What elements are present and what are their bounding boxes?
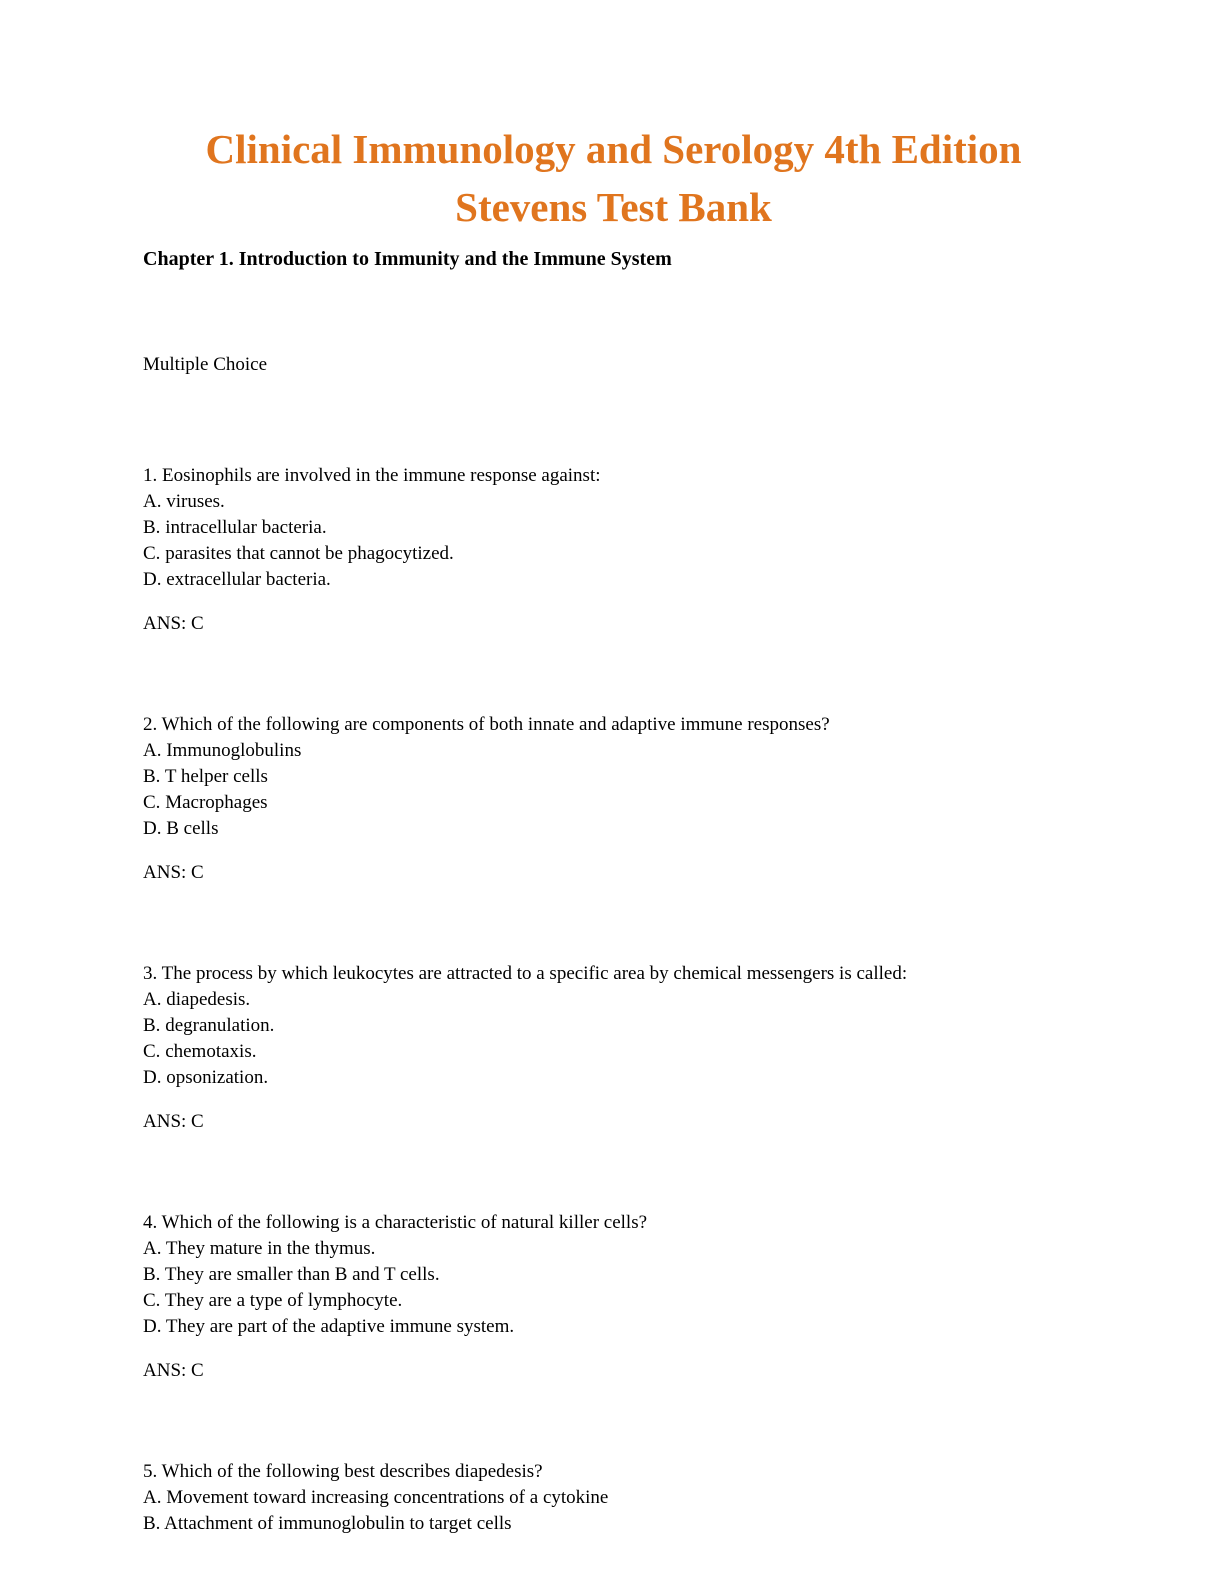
option-letter: B. bbox=[143, 517, 161, 538]
option-letter: C. bbox=[143, 543, 161, 564]
answer-label: ANS: bbox=[143, 862, 187, 883]
option-line bbox=[143, 541, 1084, 567]
option-letter: A. bbox=[143, 1238, 162, 1259]
question-block bbox=[143, 712, 1084, 886]
question-line bbox=[143, 463, 1084, 489]
option-letter: B. bbox=[143, 1264, 161, 1285]
option-letter: A. bbox=[143, 989, 162, 1010]
option-letter: A. bbox=[143, 491, 162, 512]
question-number: 2. bbox=[143, 714, 158, 735]
option-list bbox=[143, 489, 1084, 593]
option-line bbox=[143, 764, 1084, 790]
title-line2: Stevens Test Bank bbox=[455, 184, 772, 230]
option-line bbox=[143, 816, 1084, 842]
option-text: They are part of the adaptive immune system. bbox=[165, 1316, 515, 1337]
option-letter: B. bbox=[143, 1015, 161, 1036]
answer-value: C bbox=[191, 613, 204, 634]
option-letter: D. bbox=[143, 569, 162, 590]
answer-label: ANS: bbox=[143, 1360, 187, 1381]
option-list bbox=[143, 1236, 1084, 1340]
option-line bbox=[143, 1065, 1084, 1091]
option-line bbox=[143, 738, 1084, 764]
question-block bbox=[143, 961, 1084, 1135]
option-text: Immunoglobulins bbox=[166, 740, 302, 761]
question-text: Eosinophils are involved in the immune response against: bbox=[162, 465, 601, 486]
option-line bbox=[143, 1236, 1084, 1262]
option-text: chemotaxis. bbox=[165, 1041, 257, 1062]
option-text: viruses. bbox=[166, 491, 225, 512]
question-block bbox=[143, 463, 1084, 637]
document-title bbox=[143, 120, 1084, 236]
option-list bbox=[143, 1485, 1084, 1537]
option-line bbox=[143, 1511, 1084, 1537]
answer-label: ANS: bbox=[143, 613, 187, 634]
answer-value: C bbox=[191, 1111, 204, 1132]
option-list bbox=[143, 738, 1084, 842]
question-text: Which of the following best describes diapedesis? bbox=[161, 1461, 543, 1482]
option-text: T helper cells bbox=[164, 766, 268, 787]
option-text: They are smaller than B and T cells. bbox=[164, 1264, 440, 1285]
answer-value: C bbox=[191, 1360, 204, 1381]
option-text: Movement toward increasing concentrations of a cytokine bbox=[166, 1487, 609, 1508]
question-block bbox=[143, 1459, 1084, 1537]
chapter-heading: Chapter 1. Introduction to Immunity and the Immune System bbox=[143, 248, 672, 270]
option-list bbox=[143, 987, 1084, 1091]
option-line bbox=[143, 515, 1084, 541]
option-text: extracellular bacteria. bbox=[166, 569, 331, 590]
answer-line bbox=[143, 1358, 1084, 1384]
option-line bbox=[143, 1314, 1084, 1340]
option-text: They are a type of lymphocyte. bbox=[164, 1290, 403, 1311]
question-line bbox=[143, 961, 1084, 987]
question-text: Which of the following is a characteristic of natural killer cells? bbox=[161, 1212, 648, 1233]
answer-value: C bbox=[191, 862, 204, 883]
question-list bbox=[143, 463, 1084, 1537]
question-number: 1. bbox=[143, 465, 158, 486]
option-text: diapedesis. bbox=[166, 989, 251, 1010]
question-line bbox=[143, 1459, 1084, 1485]
option-letter: C. bbox=[143, 1290, 161, 1311]
option-text: Macrophages bbox=[165, 792, 268, 813]
option-letter: D. bbox=[143, 1067, 162, 1088]
title-line1: Clinical Immunology and Serology 4th Edition bbox=[205, 126, 1022, 172]
option-text: parasites that cannot be phagocytized. bbox=[165, 543, 454, 564]
option-letter: D. bbox=[143, 1316, 162, 1337]
option-line bbox=[143, 1485, 1084, 1511]
option-text: Attachment of immunoglobulin to target cells bbox=[164, 1513, 512, 1534]
question-line bbox=[143, 1210, 1084, 1236]
question-text: Which of the following are components of both innate and adaptive immune responses? bbox=[161, 714, 830, 735]
option-line bbox=[143, 489, 1084, 515]
option-text: opsonization. bbox=[166, 1067, 269, 1088]
question-number: 4. bbox=[143, 1212, 158, 1233]
answer-line bbox=[143, 1109, 1084, 1135]
option-line bbox=[143, 1013, 1084, 1039]
question-line bbox=[143, 712, 1084, 738]
option-letter: D. bbox=[143, 818, 162, 839]
question-number: 3. bbox=[143, 963, 158, 984]
option-line bbox=[143, 790, 1084, 816]
answer-line bbox=[143, 860, 1084, 886]
option-letter: C. bbox=[143, 792, 161, 813]
question-number: 5. bbox=[143, 1461, 158, 1482]
option-line bbox=[143, 987, 1084, 1013]
option-text: B cells bbox=[166, 818, 219, 839]
option-line bbox=[143, 1262, 1084, 1288]
option-text: intracellular bacteria. bbox=[165, 517, 327, 538]
answer-label: ANS: bbox=[143, 1111, 187, 1132]
option-letter: C. bbox=[143, 1041, 161, 1062]
question-block bbox=[143, 1210, 1084, 1384]
section-label: Multiple Choice bbox=[143, 354, 268, 375]
option-line bbox=[143, 1039, 1084, 1065]
option-letter: B. bbox=[143, 1513, 161, 1534]
option-letter: B. bbox=[143, 766, 161, 787]
option-letter: A. bbox=[143, 1487, 162, 1508]
option-text: They mature in the thymus. bbox=[165, 1238, 376, 1259]
option-letter: A. bbox=[143, 740, 162, 761]
question-text: The process by which leukocytes are attracted to a specific area by chemical messengers is called: bbox=[161, 963, 908, 984]
option-line bbox=[143, 1288, 1084, 1314]
option-text: degranulation. bbox=[165, 1015, 275, 1036]
answer-line bbox=[143, 611, 1084, 637]
option-line bbox=[143, 567, 1084, 593]
